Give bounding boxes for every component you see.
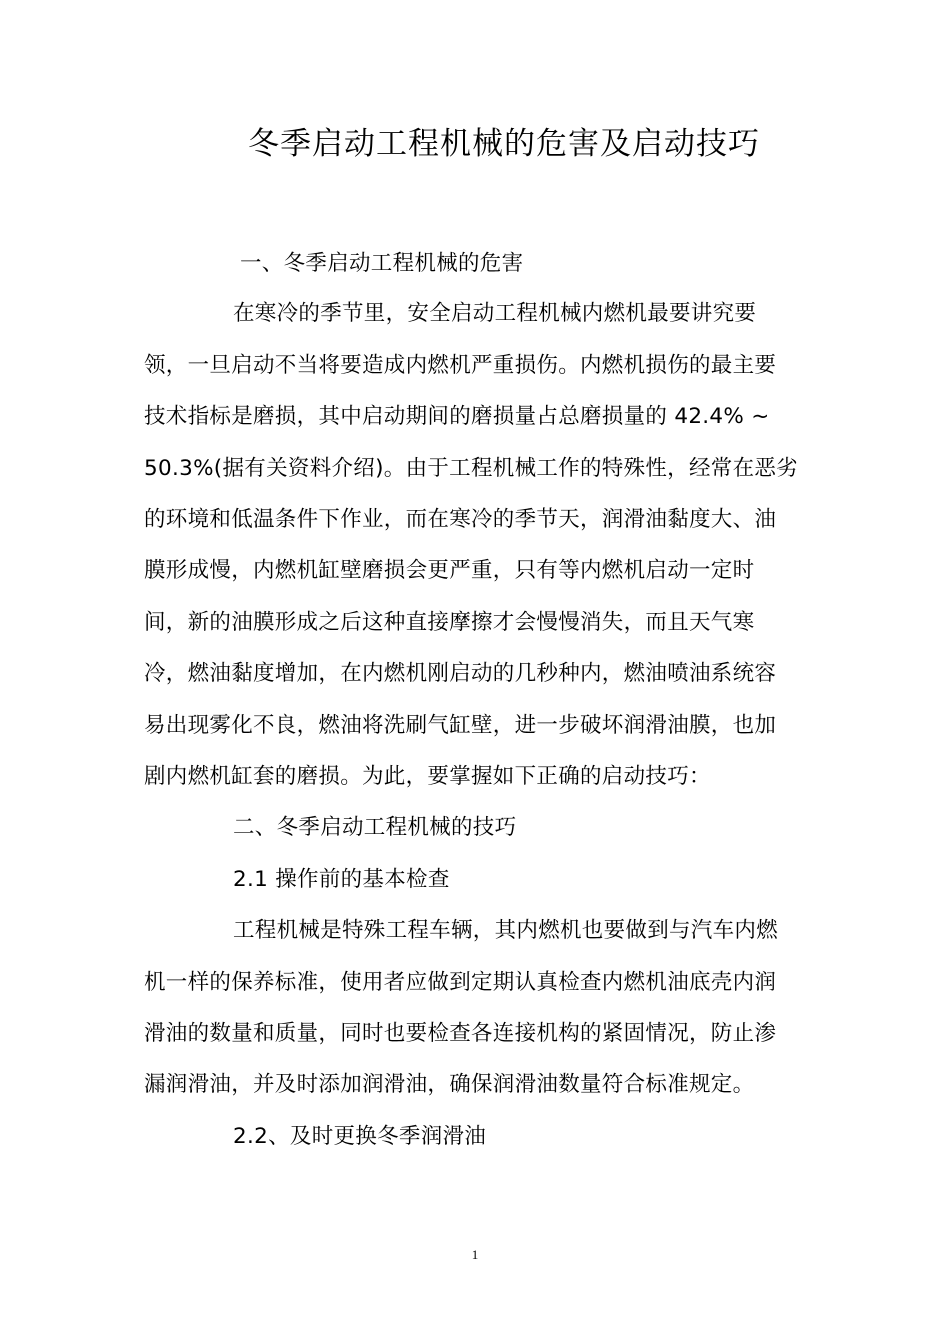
section-heading-2: 二、冬季启动工程机械的技巧: [233, 815, 517, 840]
paragraph-1-line-3: 技术指标是磨损，其中启动期间的磨损量占总磨损量的 42.4% ~: [144, 404, 770, 429]
paragraph-1-line-4: 50.3%(据有关资料介绍)。由于工程机械工作的特殊性，经常在恶劣: [144, 456, 798, 481]
paragraph-2-line-3: 滑油的数量和质量，同时也要检查各连接机构的紧固情况，防止渗: [144, 1021, 777, 1046]
subsection-heading-2-1: 2.1 操作前的基本检查: [233, 867, 450, 892]
paragraph-1-line-6: 膜形成慢，内燃机缸壁磨损会更严重，只有等内燃机启动一定时: [144, 558, 755, 583]
paragraph-1-line-5: 的环境和低温条件下作业，而在寒冷的季节天，润滑油黏度大、油: [144, 507, 777, 532]
page-number: 1: [471, 1247, 479, 1262]
paragraph-1-line-8: 冷，燃油黏度增加，在内燃机刚启动的几秒种内，燃油喷油系统容: [144, 661, 777, 686]
document-title: 冬季启动工程机械的危害及启动技巧: [248, 126, 760, 162]
subsection-heading-2-2: 2.2、及时更换冬季润滑油: [233, 1124, 487, 1149]
paragraph-2-line-2: 机一样的保养标准，使用者应做到定期认真检查内燃机油底壳内润: [144, 970, 777, 995]
paragraph-1-line-9: 易出现雾化不良，燃油将洗刷气缸壁，进一步破坏润滑油膜，也加: [144, 713, 777, 738]
paragraph-1-line-1: 在寒冷的季节里，安全启动工程机械内燃机最要讲究要: [233, 301, 757, 326]
paragraph-2-line-4: 漏润滑油，并及时添加润滑油，确保润滑油数量符合标准规定。: [144, 1072, 755, 1097]
section-heading-1: 一、冬季启动工程机械的危害: [240, 251, 524, 276]
paragraph-1-line-10: 剧内燃机缸套的磨损。为此，要掌握如下正确的启动技巧：: [144, 764, 711, 789]
paragraph-2-line-1: 工程机械是特殊工程车辆，其内燃机也要做到与汽车内燃: [233, 918, 779, 943]
paragraph-1-line-2: 领，一旦启动不当将要造成内燃机严重损伤。内燃机损伤的最主要: [144, 353, 777, 378]
paragraph-1-line-7: 间，新的油膜形成之后这种直接摩擦才会慢慢消失，而且天气寒: [144, 610, 755, 635]
